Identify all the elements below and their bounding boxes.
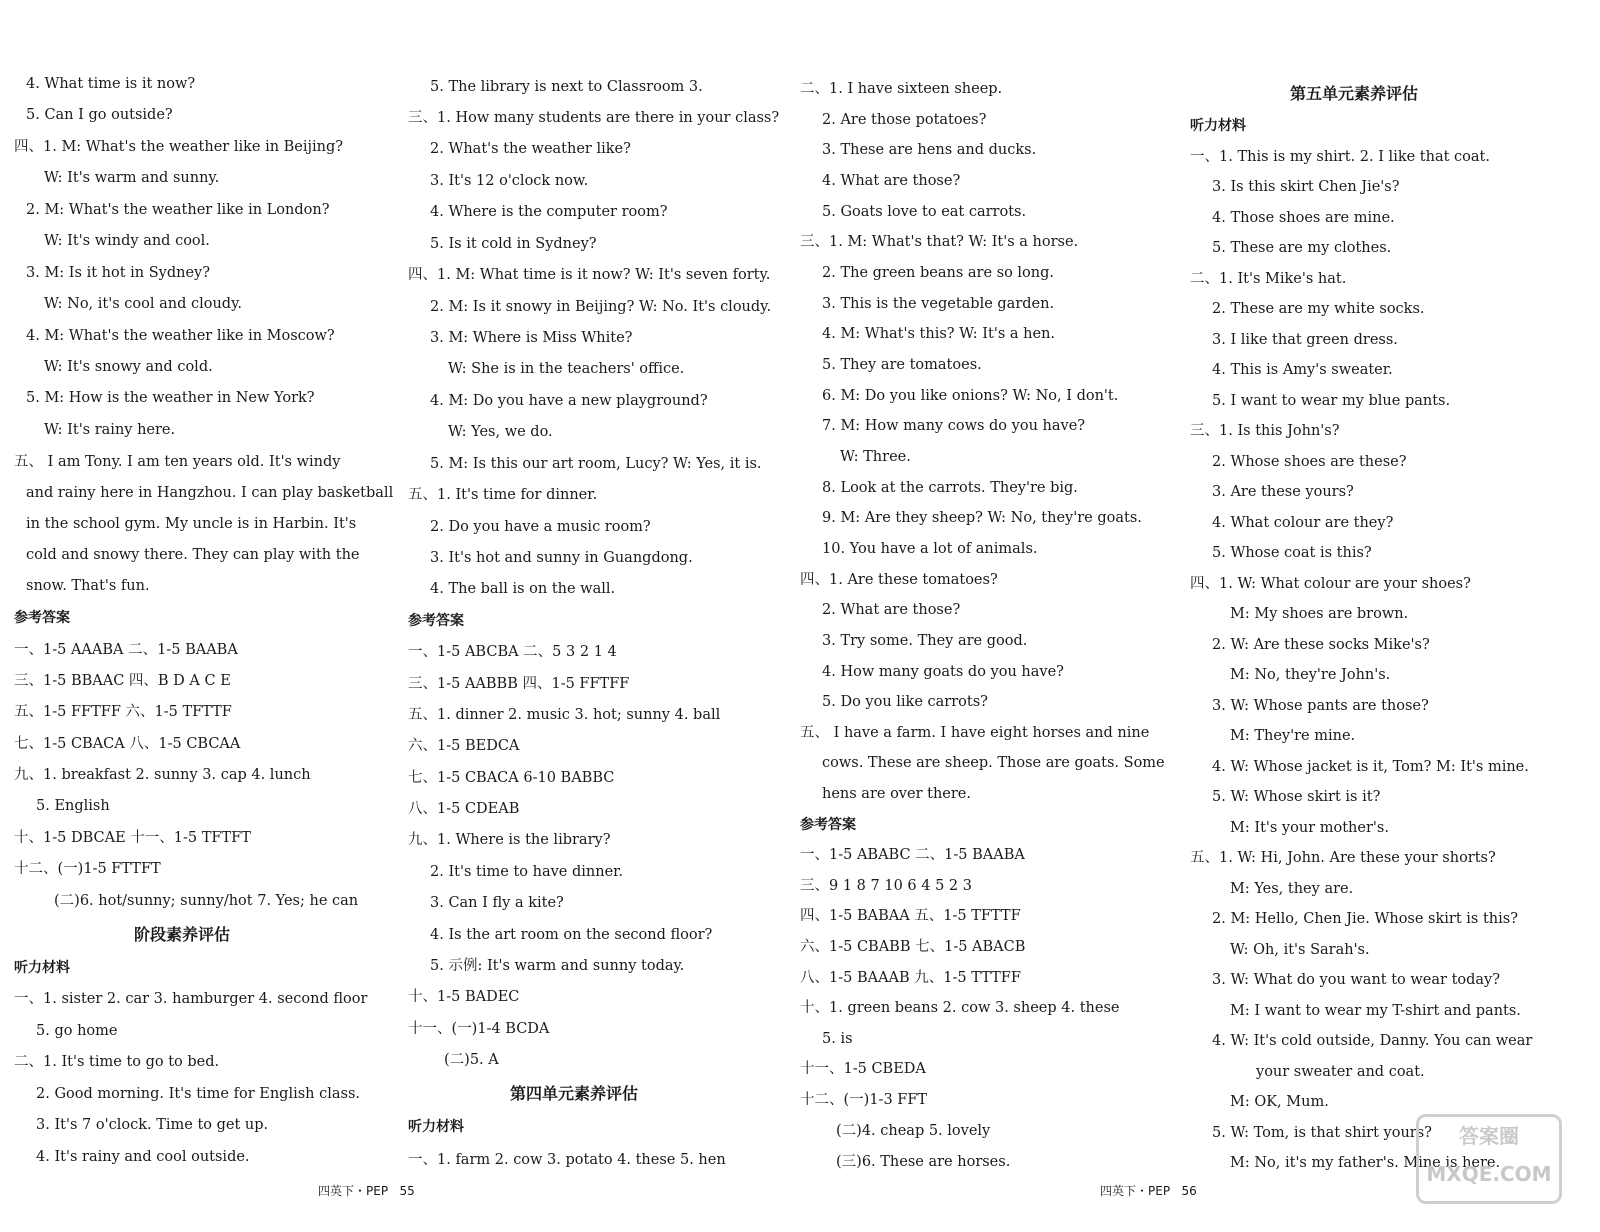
text-line: 4. M: What's the weather like in Moscow? [26,328,335,344]
footer-label: 四英下・PEP [1100,1184,1171,1198]
text-line: W: No, it's cool and cloudy. [44,296,242,312]
text-line: (二)6. hot/sunny; sunny/hot 7. Yes; he can [54,893,359,909]
text-line: 3. M: Is it hot in Sydney? [26,265,211,281]
text-line: 五、1. dinner 2. music 3. hot; sunny 4. ball [408,707,721,723]
text-line: 2. It's time to have dinner. [430,864,624,880]
text-line: 5. M: Is this our art room, Lucy? W: Yes, it is. [430,456,762,472]
watermark-text: 答案圈 [1459,1124,1519,1148]
text-line: W: Oh, it's Sarah's. [1230,942,1370,958]
text-line: 3. Are these yours? [1212,484,1354,500]
text-line: 四、1. M: What's the weather like in Beijing? [14,139,344,155]
page-number: 56 [1181,1184,1197,1198]
text-line: 一、1-5 AAABA 二、1-5 BAABA [14,642,238,658]
text-line: 2. Do you have a music room? [430,519,651,535]
text-line: 2. Whose shoes are these? [1212,454,1407,470]
text-line: 十一、(一)1-4 BCDA [408,1021,550,1037]
text-line: 4. It's rainy and cool outside. [36,1149,250,1165]
text-line: W: Yes, we do. [448,424,553,440]
section-heading: 参考答案 [14,610,70,626]
text-line: 十、1-5 DBCAE 十一、1-5 TFTFT [14,830,251,846]
text-line: 4. Is the art room on the second floor? [430,927,713,943]
text-line: 八、1-5 CDEAB [408,801,520,817]
text-line: 3. These are hens and ducks. [822,142,1037,158]
text-line: 5. Goats love to eat carrots. [822,204,1027,220]
text-line: 五、 I have a farm. I have eight horses and nine [800,725,1150,741]
text-line: 十、1. green beans 2. cow 3. sheep 4. these [800,1000,1120,1016]
section-title: 阶段素养评估 [134,925,231,944]
text-line: 5. I want to wear my blue pants. [1212,393,1451,409]
text-line: cold and snowy there. They can play with the [26,547,360,563]
text-line: 5. M: How is the weather in New York? [26,390,315,406]
text-line: (二)4. cheap 5. lovely [836,1123,991,1139]
text-line: 二、1. It's time to go to bed. [14,1054,220,1070]
text-line: 六、1-5 BEDCA [408,738,520,754]
text-line: 3. Can I fly a kite? [430,895,564,911]
text-line: 十、1-5 BADEC [408,989,520,1005]
text-line: 一、1. sister 2. car 3. hamburger 4. second floor [14,991,368,1007]
text-line: M: OK, Mum. [1230,1094,1329,1110]
text-line: 2. Are those potatoes? [822,112,987,128]
text-line: 四、1. M: What time is it now? W: It's seven forty. [408,267,771,283]
text-line: 7. M: How many cows do you have? [822,418,1086,434]
text-line: 5. 示例: It's warm and sunny today. [430,958,685,974]
text-line: 十二、(一)1-3 FFT [800,1092,928,1108]
text-line: 2. W: Are these socks Mike's? [1212,637,1430,653]
text-line: 3. W: Whose pants are those? [1212,698,1429,714]
text-line: 十二、(一)1-5 FTTFT [14,861,161,877]
text-line: 七、1-5 CBACA 6-10 BABBC [408,770,615,786]
text-line: 一、1. This is my shirt. 2. I like that coat. [1190,149,1490,165]
text-line: W: It's warm and sunny. [44,170,220,186]
text-line: 2. What are those? [822,602,961,618]
text-line: 3. It's 12 o'clock now. [430,173,589,189]
text-line: 三、1-5 BBAAC 四、B D A C E [14,673,231,689]
text-line: 四、1. Are these tomatoes? [800,572,998,588]
text-line: M: No, they're John's. [1230,667,1391,683]
text-line: 一、1-5 ABABC 二、1-5 BAABA [800,847,1025,863]
text-line: M: No, it's my father's. Mine is here. [1230,1155,1501,1171]
text-line: M: Yes, they are. [1230,881,1354,897]
text-line: 5. The library is next to Classroom 3. [430,79,703,95]
text-line: 4. How many goats do you have? [822,664,1064,680]
text-line: in the school gym. My uncle is in Harbin. It's [26,516,357,532]
text-line: 2. M: Is it snowy in Beijing? W: No. It's cloudy. [430,299,772,315]
text-line: 五、1-5 FFTFF 六、1-5 TFTTF [14,704,232,720]
text-line: 4. W: It's cold outside, Danny. You can wear [1212,1033,1533,1049]
text-line: 三、1. Is this John's? [1190,423,1340,439]
text-line: 十一、1-5 CBEDA [800,1061,926,1077]
text-line: 三、1-5 AABBB 四、1-5 FFTFF [408,676,630,692]
text-line: 5. is [822,1031,853,1047]
text-line: 3. Try some. They are good. [822,633,1028,649]
text-line: 2. What's the weather like? [430,141,631,157]
text-line: 4. This is Amy's sweater. [1212,362,1393,378]
section-heading: 听力材料 [14,960,70,976]
text-line: 4. What are those? [822,173,961,189]
text-line: 五、1. W: Hi, John. Are these your shorts? [1190,850,1496,866]
section-heading: 听力材料 [1190,118,1246,134]
text-line: 三、1. M: What's that? W: It's a horse. [800,234,1079,250]
text-line: snow. That's fun. [26,578,150,594]
text-line: 三、9 1 8 7 10 6 4 5 2 3 [800,878,972,894]
text-line: 4. Where is the computer room? [430,204,668,220]
text-line: W: It's snowy and cold. [44,359,213,375]
text-line: (三)6. These are horses. [836,1154,1011,1170]
text-line: 九、1. breakfast 2. sunny 3. cap 4. lunch [14,767,311,783]
text-line: 七、1-5 CBACA 八、1-5 CBCAA [14,736,241,752]
footer-left [318,1182,415,1199]
page-number: 55 [399,1184,415,1198]
text-line: 4. M: What's this? W: It's a hen. [822,326,1056,342]
text-line: 五、 I am Tony. I am ten years old. It's windy [14,454,341,470]
text-line: W: It's rainy here. [44,422,176,438]
text-line: 3. This is the vegetable garden. [822,296,1055,312]
text-line: 5. Whose coat is this? [1212,545,1372,561]
text-line: 二、1. It's Mike's hat. [1190,271,1347,287]
text-line: 5. English [36,798,110,814]
text-line: cows. These are sheep. Those are goats. Some [822,755,1165,771]
text-line: 5. Do you like carrots? [822,694,988,710]
section-heading: 参考答案 [800,817,856,833]
text-line: 八、1-5 BAAAB 九、1-5 TTTFF [800,970,1021,986]
text-line: 一、1. farm 2. cow 3. potato 4. these 5. hen [408,1152,726,1168]
text-line: 5. W: Tom, is that shirt yours? [1212,1125,1432,1141]
text-line: 5. Is it cold in Sydney? [430,236,597,252]
text-line: 5. Can I go outside? [26,107,173,123]
text-line: hens are over there. [822,786,971,802]
text-line: 三、1. How many students are there in your class? [408,110,780,126]
text-line: 2. These are my white socks. [1212,301,1425,317]
text-line: 2. The green beans are so long. [822,265,1055,281]
text-line: 9. M: Are they sheep? W: No, they're goats. [822,510,1142,526]
text-line: 5. These are my clothes. [1212,240,1392,256]
watermark-logo [1416,1114,1562,1204]
text-line: 2. Good morning. It's time for English class. [36,1086,360,1102]
text-line: 4. What time is it now? [26,76,196,92]
text-line: M: They're mine. [1230,728,1356,744]
text-line: 3. It's hot and sunny in Guangdong. [430,550,693,566]
text-line: 3. I like that green dress. [1212,332,1398,348]
text-line: 2. M: Hello, Chen Jie. Whose skirt is this? [1212,911,1518,927]
text-line: 一、1-5 ABCBA 二、5 3 2 1 4 [408,644,617,660]
section-title: 第四单元素养评估 [510,1084,639,1103]
text-line: 5. W: Whose skirt is it? [1212,789,1381,805]
text-line: 3. W: What do you want to wear today? [1212,972,1501,988]
text-line: 二、1. I have sixteen sheep. [800,81,1003,97]
text-line: W: She is in the teachers' office. [448,361,685,377]
text-line: 3. Is this skirt Chen Jie's? [1212,179,1400,195]
text-line: M: I want to wear my T-shirt and pants. [1230,1003,1521,1019]
text-line: your sweater and coat. [1256,1064,1425,1080]
text-line: 5. go home [36,1023,118,1039]
watermark-url: MXQE.COM [1426,1162,1552,1186]
text-line: 3. M: Where is Miss White? [430,330,633,346]
text-line: 六、1-5 CBABB 七、1-5 ABACB [800,939,1026,955]
text-line: W: It's windy and cool. [44,233,210,249]
text-line: 8. Look at the carrots. They're big. [822,480,1078,496]
text-line: 九、1. Where is the library? [408,832,611,848]
section-title: 第五单元素养评估 [1290,84,1419,103]
text-line: W: Three. [840,449,911,465]
text-line: M: It's your mother's. [1230,820,1389,836]
text-line: 4. The ball is on the wall. [430,581,616,597]
text-line: and rainy here in Hangzhou. I can play basketball [26,485,394,501]
text-line: 2. M: What's the weather like in London? [26,202,330,218]
text-line: (二)5. A [444,1052,499,1068]
text-line: 四、1. W: What colour are your shoes? [1190,576,1471,592]
section-heading: 参考答案 [408,613,464,629]
text-line: 6. M: Do you like onions? W: No, I don't. [822,388,1119,404]
text-line: 五、1. It's time for dinner. [408,487,598,503]
footer-label: 四英下・PEP [318,1184,389,1198]
text-line: 4. M: Do you have a new playground? [430,393,708,409]
text-line: 4. W: Whose jacket is it, Tom? M: It's mine. [1212,759,1529,775]
footer-right [1100,1182,1197,1199]
text-line: 4. What colour are they? [1212,515,1394,531]
text-line: 5. They are tomatoes. [822,357,982,373]
text-line: 10. You have a lot of animals. [822,541,1038,557]
text-line: 4. Those shoes are mine. [1212,210,1395,226]
text-line: 3. It's 7 o'clock. Time to get up. [36,1117,269,1133]
text-line: 四、1-5 BABAA 五、1-5 TFTTF [800,908,1021,924]
section-heading: 听力材料 [408,1119,464,1135]
text-line: M: My shoes are brown. [1230,606,1409,622]
